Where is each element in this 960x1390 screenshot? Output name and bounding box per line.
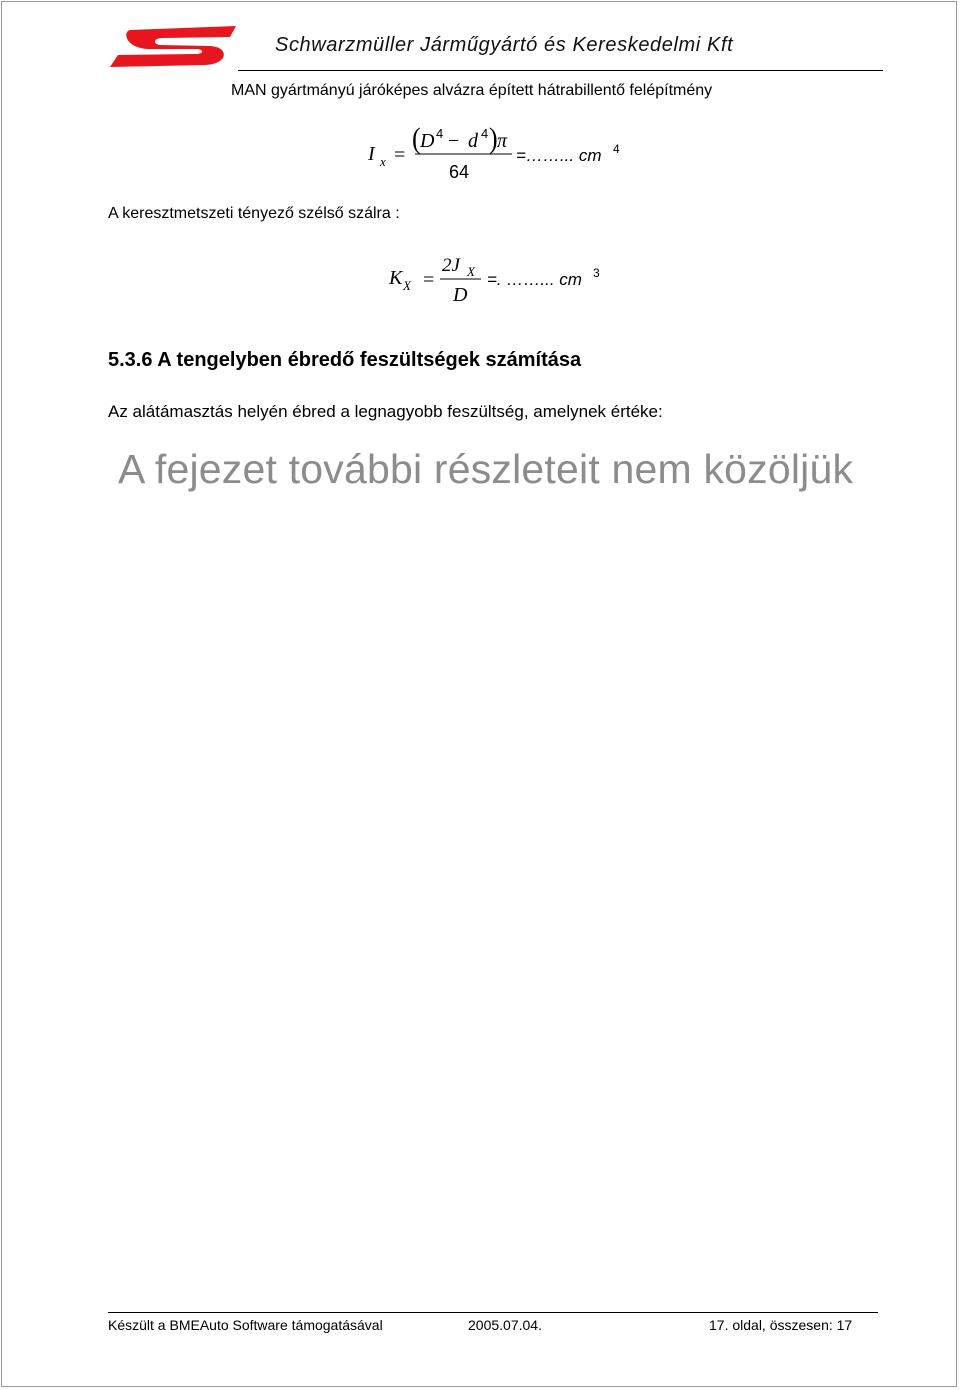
ix-result: =……... cm — [516, 146, 602, 165]
kx-denominator: D — [453, 284, 468, 306]
ix-denominator: 64 — [449, 162, 470, 182]
footer-date: 2005.07.04. — [468, 1317, 542, 1333]
footer-page-number: 17. oldal, összesen: 17 — [709, 1317, 853, 1333]
section-factor-text: A keresztmetszeti tényező szélső szálra : — [108, 205, 400, 222]
ix-paren-close: ) — [489, 122, 498, 156]
kx-lhs: K — [389, 267, 403, 289]
section-heading: 5.3.6 A tengelyben ébredő feszültségek számítása — [108, 349, 582, 371]
ix-num-D: D — [420, 130, 435, 152]
kx-numerator-sub: X — [467, 264, 475, 279]
ix-lhs-sub: x — [380, 154, 386, 169]
kx-equals: = — [423, 269, 435, 291]
company-name: Schwarzmüller Járműgyártó és Kereskedelmi Kft — [275, 34, 734, 56]
ix-num-d: d — [468, 130, 478, 152]
kx-result: =. ……... cm — [487, 270, 582, 289]
body-paragraph: Az alátámasztás helyén ébred a legnagyobb feszültség, amelynek értéke: — [108, 402, 663, 421]
ix-unit-exp: 4 — [613, 142, 620, 156]
kx-lhs-sub: X — [403, 278, 411, 293]
document-subtitle: MAN gyártmányú járóképes alvázra épített hátrabillentő felépítmény — [231, 82, 713, 99]
kx-unit-exp: 3 — [593, 266, 600, 280]
ix-equals: = — [394, 144, 406, 166]
kx-numerator: 2J — [442, 255, 460, 276]
ix-exp1: 4 — [436, 126, 444, 141]
ix-paren-open: ( — [412, 122, 421, 156]
company-logo — [108, 24, 238, 68]
ix-pi: π — [497, 130, 508, 152]
logo-swoosh — [110, 26, 236, 67]
omitted-content-notice: A fejezet további részleteit nem közöljük — [118, 446, 854, 492]
formula-section-modulus — [385, 248, 625, 310]
footer-rule — [108, 1312, 878, 1313]
ix-minus: − — [448, 130, 460, 152]
footer-credit: Készült a BMEAuto Software támogatásával — [108, 1317, 383, 1333]
header-rule — [238, 70, 883, 71]
ix-lhs: I — [368, 143, 375, 165]
ix-exp2: 4 — [481, 126, 489, 141]
formula-moment-of-inertia — [360, 118, 640, 188]
